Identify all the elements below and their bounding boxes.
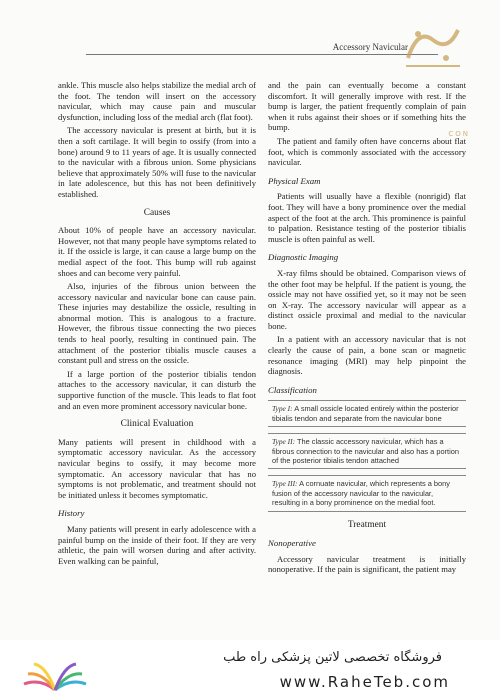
classification-type-1	[268, 400, 466, 427]
paragraph: The patient and family often have concerns about flat foot, which is commonly associated with the accessory navicular.	[268, 135, 466, 168]
right-column	[268, 80, 466, 578]
type-label: Type I:	[272, 404, 293, 414]
watermark-banner	[0, 640, 500, 700]
subsection-title-classification: Classification	[268, 384, 317, 395]
paragraph: The accessory navicular is present at birth, but it is then a soft cartilage. It will begin to ossify (from into a bone) around 9 to 11 years of age. It is usually connected to the navicular with a fibrous union. Some physicians believe that approximately 50% will fuse to the navicular in late adolescence, but this has not been definitively established.	[58, 125, 256, 199]
type-text: A small ossicle located entirely within the posterior tibialis tendon and separate from the navicular bone	[272, 404, 459, 423]
paragraph: Accessory navicular treatment is initially nonoperative. If the pain is significant, the patient may	[268, 553, 466, 575]
paragraph: About 10% of people have an accessory navicular. However, not that many people have symptoms related to it. If the ossicle is large, it can cause a large bump on the medial aspect of the foot. This bump will rub against shoes and can become very painful.	[58, 225, 256, 278]
type-label: Type III:	[272, 479, 298, 489]
paragraph: Patients will usually have a flexible (nonrigid) flat foot. They will have a bony prominence over the medial aspect of the foot at the arch. This prominence is painful to palpation. Resistance testing of the posterior tibialis muscle is often painful as well.	[268, 191, 466, 244]
header-rule	[86, 54, 438, 55]
type-label: Type II:	[272, 437, 296, 447]
section-title-treatment: Treatment	[347, 519, 387, 530]
paragraph: and the pain can eventually become a constant discomfort. It will generally improve with rest. If the bump is larger, the patient frequently complain of pain when it rubs against their shoes or if something hits the bump.	[268, 80, 466, 133]
paragraph: Also, injuries of the fibrous union between the accessory navicular and navicular bone can cause pain. These injuries may destabilize the ossicle, resulting in abnormal motion. This is analogous to a fracture. However, the fibrous tissue connecting the two pieces tends to heal poorly, resulting in continued pain. The attachment of the posterior tibialis muscle causes a constant pull and stress on the ossicle.	[58, 281, 256, 366]
classification-type-3	[268, 475, 466, 511]
left-column	[58, 80, 256, 569]
watermark-url: www.RaheTeb.com	[279, 673, 450, 691]
paragraph: If a large portion of the posterior tibialis tendon attaches to the accessory navicular, it can disturb the supportive function of the muscle. This leads to flat foot and an even more prominent accessory navicular bone.	[58, 368, 256, 411]
paragraph: In a patient with an accessory navicular that is not clearly the cause of pain, a bone scan or magnetic resonance imaging (MRI) may help pinpoint the diagnosis.	[268, 334, 466, 377]
subsection-title-physical-exam: Physical Exam	[268, 175, 321, 186]
paragraph: X-ray films should be obtained. Comparison views of the other foot may be helpful. If the patient is young, the ossicle may not have ossified yet, so it may not be seen on X-ray. The accessory navicular will appear as a distinct ossicle proximal and medial to the navicular bone.	[268, 267, 466, 331]
subsection-title-history: History	[58, 508, 85, 519]
open-book-icon	[20, 654, 90, 694]
subsection-title-nonoperative: Nonoperative	[268, 538, 316, 549]
paragraph: ankle. This muscle also helps stabilize the medial arch of the foot. The tendon will insert on the accessory navicular, which may cause pain and muscular dysfunction, including loss of the medial arch (flat foot).	[58, 80, 256, 122]
logo-emblem-icon	[398, 18, 468, 74]
type-text: The classic accessory navicular, which has a fibrous connection to the navicular and also has a portion of the posterior tibialis tendon attached	[272, 437, 459, 466]
paragraph: Many patients will present in early adolescence with a painful bump on the inside of their foot. If they are very athletic, the pain will worsen during and after activity. Even walking can be painful,	[58, 523, 256, 566]
paragraph: Many patients will present in childhood with a symptomatic accessory navicular. As the accessory navicular begins to ossify, it may become more symptomatic. An accessory navicular that has no symptoms is not problematic, and treatment should not be initiated unless it becomes symptomatic.	[58, 436, 256, 500]
type-text: A cornuate navicular, which represents a bony fusion of the accessory navicular to the navicular, resulting in a bony prominence on the medial foot.	[272, 479, 450, 508]
logo-caption: CON	[448, 130, 470, 138]
classification-type-2	[268, 433, 466, 469]
watermark-store-name: فروشگاه تخصصی لاتین پزشکی راه طب	[223, 650, 442, 665]
subsection-title-diagnostic-imaging: Diagnostic Imaging	[268, 252, 339, 263]
section-title-causes: Causes	[143, 207, 171, 218]
running-header: Accessory Navicular	[332, 42, 408, 52]
publisher-logo	[398, 18, 468, 74]
section-title-clinical-evaluation: Clinical Evaluation	[120, 419, 194, 430]
